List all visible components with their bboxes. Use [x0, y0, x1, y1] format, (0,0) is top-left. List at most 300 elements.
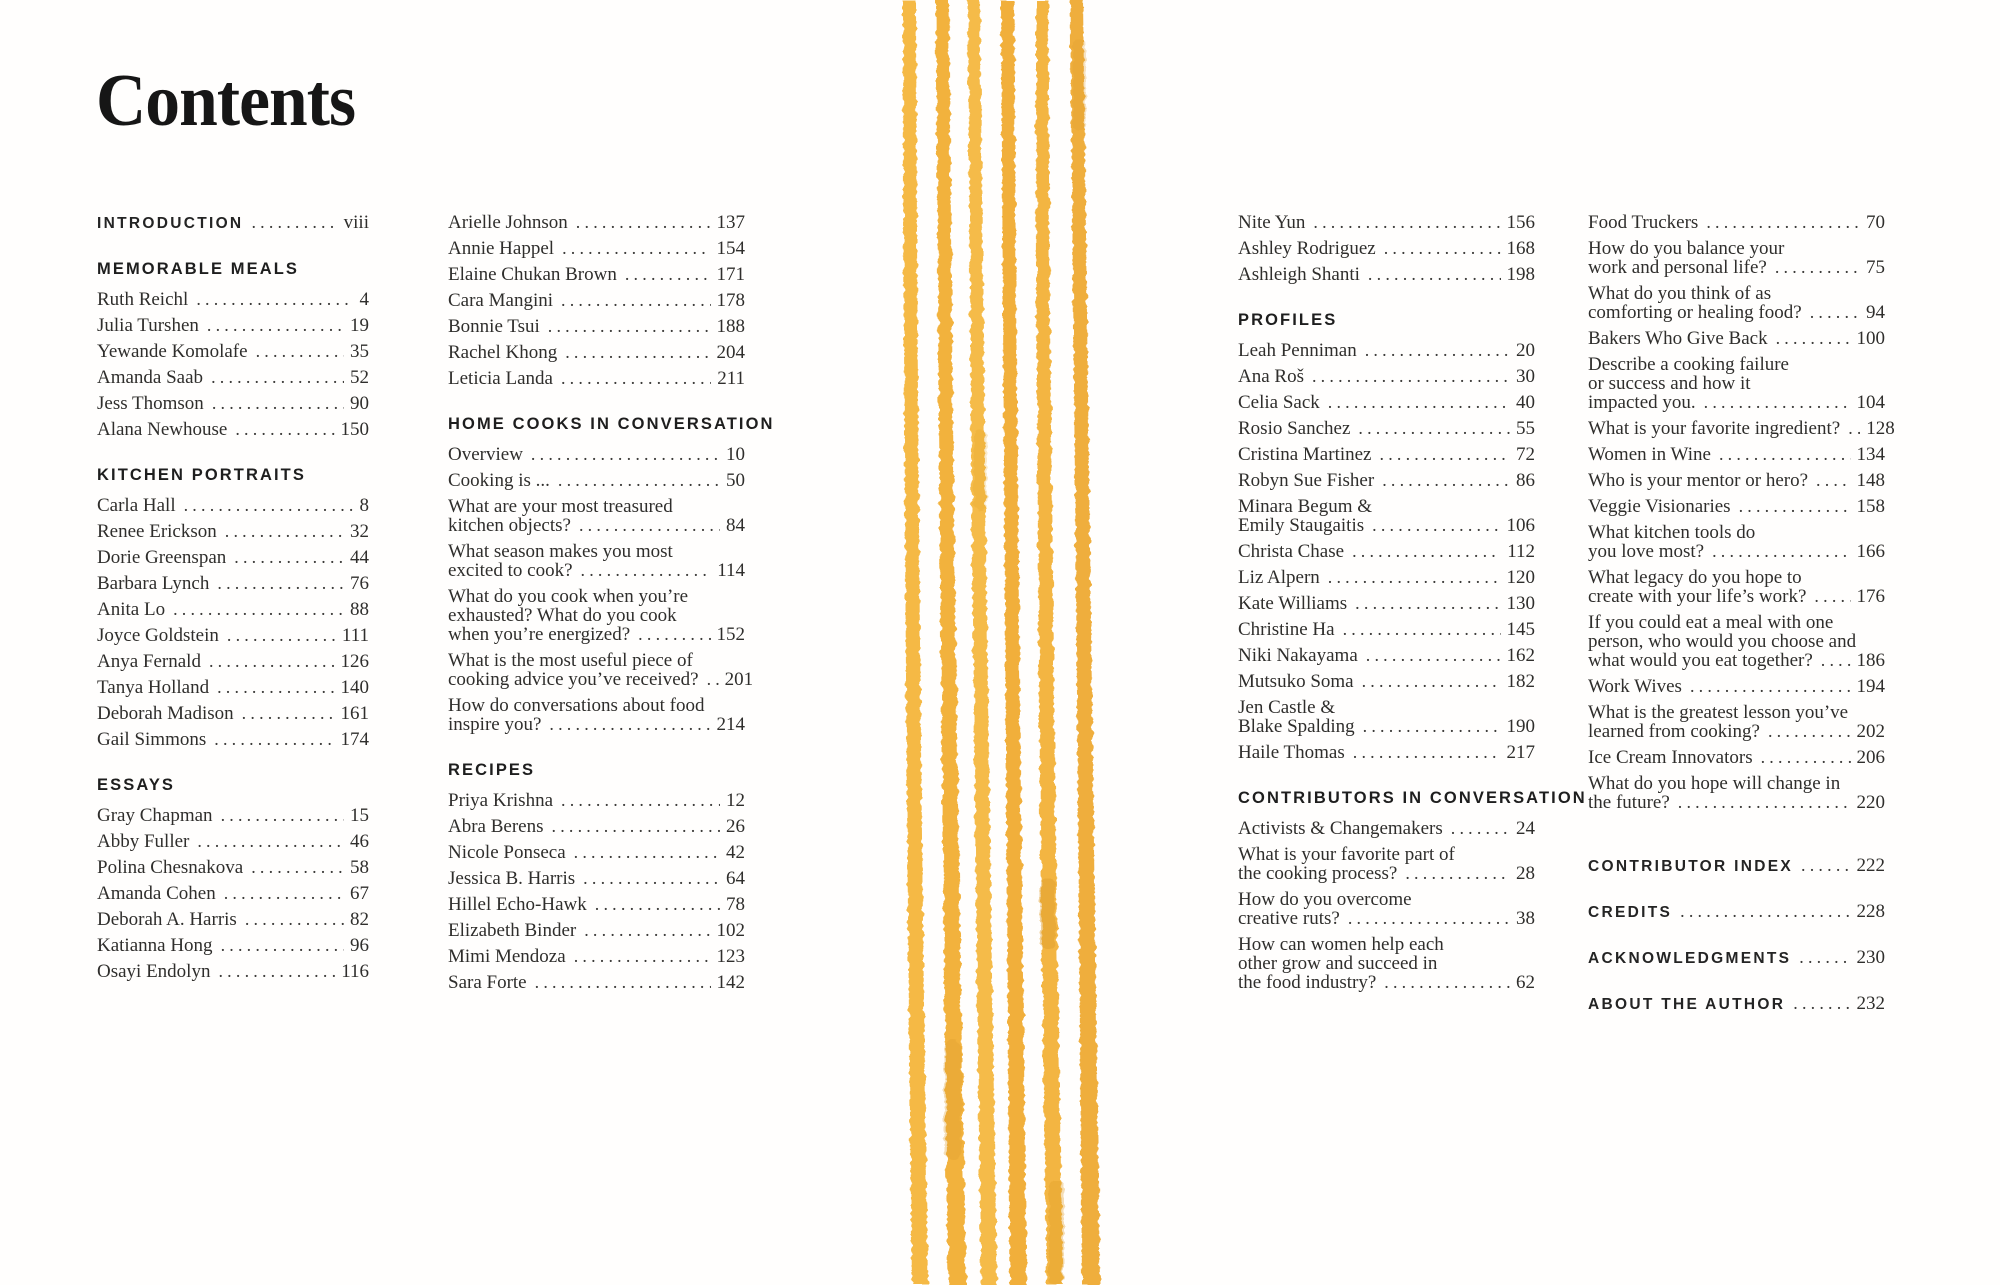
page-number: 70 — [1866, 212, 1885, 233]
dot-leader — [1799, 948, 1850, 967]
dot-leader — [562, 239, 710, 258]
watercolor-stripe — [968, 0, 997, 1285]
dot-leader — [234, 548, 344, 567]
toc-entry — [448, 869, 745, 888]
toc-entry — [1238, 568, 1535, 587]
dot-leader — [584, 921, 710, 940]
pigment-patch — [1049, 1180, 1064, 1285]
page-number: 186 — [1856, 650, 1885, 671]
toc-entry-line: other grow and succeed in — [1238, 953, 1438, 974]
page-number: 78 — [726, 894, 745, 915]
toc-entry-label: Renee Erickson — [97, 521, 217, 542]
page-number: 222 — [1856, 855, 1885, 876]
toc-entry — [448, 343, 745, 362]
toc-entry-label: Activists & Changemakers — [1238, 818, 1443, 839]
toc-entry — [97, 652, 369, 671]
toc-entry — [1588, 284, 1885, 322]
toc-entry — [1588, 748, 1885, 767]
toc-entry-label: Kate Williams — [1238, 593, 1348, 614]
dot-leader — [1712, 542, 1850, 561]
page-number: 84 — [726, 515, 745, 536]
page-number: 176 — [1856, 586, 1885, 607]
dot-leader — [1384, 973, 1510, 992]
toc-entry — [1588, 497, 1885, 516]
toc-entry-line: or success and how it — [1588, 373, 1751, 394]
dot-leader — [1328, 568, 1501, 587]
toc-entry-label: Carla Hall — [97, 495, 176, 516]
toc-entry — [448, 471, 745, 490]
page-number: viii — [343, 212, 369, 233]
dot-leader — [561, 291, 710, 310]
dot-leader — [1775, 258, 1860, 277]
toc-entry — [1238, 471, 1535, 490]
toc-entry-line: What is the greatest lesson you’ve — [1588, 702, 1849, 723]
toc-entry-label: Celia Sack — [1238, 392, 1320, 413]
toc-entry-label: Cristina Martinez — [1238, 444, 1372, 465]
page-number: 220 — [1856, 792, 1885, 813]
page-number: 50 — [726, 470, 745, 491]
dot-leader — [1405, 864, 1510, 883]
toc-entry-label: What is your favorite ingredient? — [1588, 418, 1841, 439]
dot-leader — [1816, 471, 1850, 490]
toc-entry-label: Polina Chesnakova — [97, 857, 244, 878]
dot-leader — [1690, 677, 1851, 696]
pigment-patch — [1040, 878, 1055, 950]
toc-block — [97, 213, 369, 233]
page-number: 86 — [1516, 470, 1535, 491]
pigment-patch — [1073, 40, 1086, 130]
dot-leader — [245, 910, 344, 929]
toc-entry — [448, 542, 745, 580]
page-number: 198 — [1506, 264, 1535, 285]
dot-leader — [212, 394, 344, 413]
toc-entry-label: the food industry? — [1238, 972, 1377, 993]
toc-entry-label: Priya Krishna — [448, 790, 554, 811]
toc-entry — [448, 239, 745, 258]
toc-entry — [97, 626, 369, 645]
dot-leader — [217, 678, 334, 697]
page-number: 232 — [1856, 993, 1885, 1014]
toc-entry-label: Amanda Cohen — [97, 883, 216, 904]
dot-leader — [576, 213, 711, 232]
dot-leader — [1366, 646, 1501, 665]
dot-leader — [1312, 367, 1510, 386]
toc-entry-label: Deborah A. Harris — [97, 909, 237, 930]
dot-leader — [535, 973, 711, 992]
dot-leader — [625, 265, 711, 284]
toc-entry-label: Ice Cream Innovators — [1588, 747, 1753, 768]
toc-entry-label: inspire you? — [448, 714, 542, 735]
page-number: 190 — [1506, 716, 1535, 737]
toc-entry — [1238, 819, 1535, 838]
toc-entry-line: exhausted? What do you cook — [448, 605, 677, 626]
toc-entry — [1588, 355, 1885, 412]
page-number: 44 — [350, 547, 369, 568]
dot-leader — [1680, 902, 1850, 921]
toc-entry — [448, 213, 745, 232]
dot-leader — [173, 600, 344, 619]
toc-entry-line: How do you balance your — [1588, 238, 1785, 259]
toc-entry — [448, 650, 754, 690]
dot-leader — [1372, 516, 1500, 535]
page-number: 28 — [1516, 863, 1535, 884]
toc-entry-label: Anya Fernald — [97, 651, 201, 672]
watercolor-stripe — [936, 0, 966, 1285]
page-number: 96 — [350, 935, 369, 956]
dot-leader — [1801, 856, 1850, 875]
toc-entry — [448, 587, 745, 644]
toc-entry-label: ACKNOWLEDGMENTS — [1588, 950, 1792, 967]
toc-entry-label: Liz Alpern — [1238, 567, 1320, 588]
dot-leader — [1451, 819, 1510, 838]
dot-leader — [531, 445, 720, 464]
toc-entry-label: Food Truckers — [1588, 212, 1699, 233]
toc-entry — [448, 791, 745, 810]
dot-leader — [224, 884, 344, 903]
dot-leader — [1810, 303, 1860, 322]
toc-entry-line: Describe a cooking failure — [1588, 354, 1789, 375]
toc-entry — [97, 496, 369, 515]
dot-leader — [581, 561, 712, 580]
toc-entry — [448, 369, 745, 388]
toc-entry-label: Robyn Sue Fisher — [1238, 470, 1375, 491]
dot-leader — [1365, 341, 1510, 360]
toc-entry — [97, 858, 369, 877]
page-number: 174 — [340, 729, 369, 750]
toc-entry — [97, 884, 369, 903]
toc-entry — [1588, 471, 1885, 490]
page-number: 19 — [350, 315, 369, 336]
toc-entry — [1588, 703, 1885, 741]
page-number: 76 — [350, 573, 369, 594]
page-number: 94 — [1866, 302, 1885, 323]
toc-caps-entry — [1588, 856, 1885, 876]
page-number: 102 — [716, 920, 745, 941]
toc-section — [448, 415, 775, 735]
page-number: 4 — [359, 289, 369, 310]
toc-entry — [97, 290, 369, 309]
toc-entry-line: How do conversations about food — [448, 695, 705, 716]
dot-leader — [196, 290, 353, 309]
toc-entry — [1238, 213, 1535, 232]
page-number: 142 — [716, 972, 745, 993]
page-number: 145 — [1506, 619, 1535, 640]
dot-leader — [1793, 994, 1850, 1013]
page-number: 154 — [716, 238, 745, 259]
toc-entry — [448, 445, 745, 464]
page-number: 106 — [1506, 515, 1535, 536]
page-number: 52 — [350, 367, 369, 388]
toc-entry-line: What is your favorite part of — [1238, 844, 1455, 865]
toc-entry — [97, 342, 369, 361]
toc-entry-line: Minara Begum & — [1238, 496, 1373, 517]
page-number: 140 — [340, 677, 369, 698]
page-number: 26 — [726, 816, 745, 837]
toc-entry — [1588, 774, 1885, 812]
toc-entry-label: Christine Ha — [1238, 619, 1335, 640]
toc-column-2 — [448, 212, 775, 999]
toc-section — [1238, 311, 1535, 762]
page-number: 217 — [1506, 742, 1535, 763]
toc-entry — [448, 921, 745, 940]
page-number: 161 — [340, 703, 369, 724]
toc-entry-label: Julia Turshen — [97, 315, 199, 336]
toc-entry — [1588, 613, 1885, 670]
pigment-patch — [944, 1040, 961, 1160]
toc-entry-label: CREDITS — [1588, 904, 1673, 921]
toc-column-3 — [1238, 212, 1587, 999]
toc-entry — [1238, 419, 1535, 438]
toc-entry-label: Gray Chapman — [97, 805, 213, 826]
toc-caps-entry — [1588, 902, 1885, 922]
toc-entry-label: creative ruts? — [1238, 908, 1340, 929]
watercolor-stripe — [903, 0, 928, 1285]
toc-entry-label: Sara Forte — [448, 972, 527, 993]
section-title: MEMORABLE MEALS — [97, 260, 299, 278]
page-number: 156 — [1506, 212, 1535, 233]
toc-entry — [97, 936, 369, 955]
page-number: 150 — [340, 419, 369, 440]
toc-entry — [1238, 620, 1535, 639]
toc-entry-line: What do you think of as — [1588, 283, 1772, 304]
page-number: 46 — [350, 831, 369, 852]
dot-leader — [251, 858, 344, 877]
toc-entry-line: What kitchen tools do — [1588, 522, 1756, 543]
dot-leader — [214, 730, 334, 749]
toc-entry-line: How do you overcome — [1238, 889, 1412, 910]
toc-entry — [448, 817, 745, 836]
toc-entry-label: Deborah Madison — [97, 703, 234, 724]
toc-entry — [448, 895, 745, 914]
page-number: 148 — [1856, 470, 1885, 491]
toc-entry-label: Annie Happel — [448, 238, 555, 259]
section-title: PROFILES — [1238, 311, 1338, 329]
dot-leader — [1363, 717, 1501, 736]
toc-entry-label: Anita Lo — [97, 599, 166, 620]
toc-entry — [97, 806, 369, 825]
toc-entry-label: impacted you. — [1588, 392, 1696, 413]
dot-leader — [1382, 471, 1510, 490]
page-number: 204 — [716, 342, 745, 363]
toc-entry — [1238, 594, 1535, 613]
dot-leader — [1313, 213, 1500, 232]
toc-column-1 — [97, 213, 369, 988]
toc-entry-label: learned from cooking? — [1588, 721, 1760, 742]
toc-entry-label: comforting or healing food? — [1588, 302, 1802, 323]
toc-entry — [97, 368, 369, 387]
toc-entry-label: cooking advice you’ve received? — [448, 669, 699, 690]
dot-leader — [1358, 419, 1510, 438]
dot-leader — [184, 496, 354, 515]
toc-entry — [448, 843, 745, 862]
toc-entry — [1238, 497, 1535, 535]
page-number: 112 — [1507, 541, 1535, 562]
section-title: ESSAYS — [97, 776, 176, 794]
toc-entry-label: Ashley Rodriguez — [1238, 238, 1376, 259]
toc-entry-label: Women in Wine — [1588, 444, 1711, 465]
page-number: 111 — [341, 625, 369, 646]
watercolor-stripe — [1036, 0, 1063, 1285]
toc-entry-label: Barbara Lynch — [97, 573, 210, 594]
dot-leader — [1848, 419, 1860, 438]
toc-entry-label: Veggie Visionaries — [1588, 496, 1731, 517]
page-number: 182 — [1506, 671, 1535, 692]
pigment-patch — [974, 430, 987, 510]
page-number: 15 — [350, 805, 369, 826]
page-number: 8 — [359, 495, 369, 516]
toc-entry — [97, 420, 369, 439]
dot-leader — [549, 715, 710, 734]
dot-leader — [1353, 743, 1501, 762]
toc-block — [1588, 856, 1885, 1014]
watercolor-stripe — [1070, 0, 1100, 1285]
toc-section — [448, 761, 745, 992]
page-number: 230 — [1856, 947, 1885, 968]
page-number: 100 — [1856, 328, 1885, 349]
toc-entry-label: CONTRIBUTOR INDEX — [1588, 858, 1794, 875]
page-number: 178 — [716, 290, 745, 311]
toc-entry — [1238, 265, 1535, 284]
toc-entry-label: ABOUT THE AUTHOR — [1588, 996, 1786, 1013]
toc-entry-label: Tanya Holland — [97, 677, 210, 698]
dot-leader — [225, 522, 344, 541]
toc-entry — [1238, 393, 1535, 412]
toc-entry-label: Overview — [448, 444, 523, 465]
dot-leader — [1768, 722, 1851, 741]
dot-leader — [211, 368, 344, 387]
toc-entry-label: Dorie Greenspan — [97, 547, 227, 568]
dot-leader — [579, 516, 720, 535]
page-number: 137 — [716, 212, 745, 233]
page-number: 126 — [340, 651, 369, 672]
dot-leader — [1355, 594, 1500, 613]
toc-entry-label: Work Wives — [1588, 676, 1682, 697]
page-number: 104 — [1856, 392, 1885, 413]
page-number: 62 — [1516, 972, 1535, 993]
dot-leader — [218, 962, 335, 981]
page-number: 166 — [1856, 541, 1885, 562]
page-number: 38 — [1516, 908, 1535, 929]
section-title: CONTRIBUTORS IN CONVERSATION — [1238, 789, 1587, 807]
toc-entry — [97, 600, 369, 619]
toc-entry — [1238, 672, 1535, 691]
toc-entry — [1238, 935, 1535, 992]
toc-entry — [1238, 743, 1535, 762]
dot-leader — [197, 832, 344, 851]
toc-entry-label: Who is your mentor or hero? — [1588, 470, 1809, 491]
toc-entry — [448, 291, 745, 310]
toc-entry-label: Cooking is ... — [448, 470, 550, 491]
page-number: 162 — [1506, 645, 1535, 666]
page-number: 202 — [1856, 721, 1885, 742]
toc-entry-label: Blake Spalding — [1238, 716, 1355, 737]
toc-entry-line: What season makes you most — [448, 541, 673, 562]
dot-leader — [1761, 748, 1851, 767]
dot-leader — [1343, 620, 1501, 639]
dot-leader — [1776, 329, 1851, 348]
toc-entry — [97, 910, 369, 929]
toc-entry-label: Yewande Komolafe — [97, 341, 248, 362]
toc-entry — [1588, 445, 1885, 464]
toc-entry — [1588, 239, 1885, 277]
toc-entry-label: Hillel Echo-Hawk — [448, 894, 587, 915]
toc-entry — [1238, 698, 1535, 736]
page-number: 194 — [1856, 676, 1885, 697]
toc-entry — [97, 522, 369, 541]
page-number: 188 — [716, 316, 745, 337]
dot-leader — [1352, 542, 1501, 561]
page-number: 10 — [726, 444, 745, 465]
dot-leader — [217, 574, 344, 593]
page-number: 42 — [726, 842, 745, 863]
toc-entry — [1588, 568, 1885, 606]
toc-entry-label: Ashleigh Shanti — [1238, 264, 1360, 285]
toc-entry-label: Jess Thomson — [97, 393, 204, 414]
dot-leader — [1821, 651, 1851, 670]
toc-entry-label: Abby Fuller — [97, 831, 190, 852]
page-number: 40 — [1516, 392, 1535, 413]
toc-caps-entry — [1588, 994, 1885, 1014]
toc-entry-label: Abra Berens — [448, 816, 544, 837]
page-number: 30 — [1516, 366, 1535, 387]
page-number: 90 — [350, 393, 369, 414]
dot-leader — [552, 817, 721, 836]
page-number: 211 — [717, 368, 745, 389]
toc-entry — [1588, 213, 1885, 232]
toc-entry — [448, 317, 745, 336]
toc-entry-label: Elizabeth Binder — [448, 920, 577, 941]
toc-entry-label: Rosio Sanchez — [1238, 418, 1351, 439]
dot-leader — [235, 420, 334, 439]
page-number: 206 — [1856, 747, 1885, 768]
toc-caps-entry — [1588, 948, 1885, 968]
toc-entry — [97, 962, 369, 981]
toc-caps-entry — [97, 213, 369, 233]
toc-entry-line: What legacy do you hope to — [1588, 567, 1802, 588]
dot-leader — [1368, 265, 1501, 284]
page-number: 55 — [1516, 418, 1535, 439]
toc-entry-label: Joyce Goldstein — [97, 625, 219, 646]
toc-entry — [448, 947, 745, 966]
toc-entry-label: Ruth Reichl — [97, 289, 189, 310]
toc-entry — [97, 704, 369, 723]
toc-entry-label: Rachel Khong — [448, 342, 558, 363]
page-number: 158 — [1856, 496, 1885, 517]
toc-entry — [1588, 677, 1885, 696]
section-title: HOME COOKS IN CONVERSATION — [448, 415, 775, 433]
dot-leader — [1678, 793, 1851, 812]
toc-entry-label: the future? — [1588, 792, 1670, 813]
toc-entry-label: INTRODUCTION — [97, 215, 244, 232]
toc-entry-label: what would you eat together? — [1588, 650, 1813, 671]
page-number: 32 — [350, 521, 369, 542]
dot-leader — [221, 806, 344, 825]
toc-entry — [97, 574, 369, 593]
toc-entry — [1238, 445, 1535, 464]
toc-entry-label: Nicole Ponseca — [448, 842, 566, 863]
toc-entry-label: Arielle Johnson — [448, 212, 568, 233]
page-number: 168 — [1506, 238, 1535, 259]
toc-entry — [1238, 542, 1535, 561]
toc-entry-label: Cara Mangini — [448, 290, 554, 311]
dot-leader — [583, 869, 720, 888]
page-number: 24 — [1516, 818, 1535, 839]
toc-entry-line: What do you hope will change in — [1588, 773, 1841, 794]
dot-leader — [595, 895, 720, 914]
page-number: 12 — [726, 790, 745, 811]
dot-leader — [561, 369, 711, 388]
toc-entry-line: What is the most useful piece of — [448, 650, 693, 671]
